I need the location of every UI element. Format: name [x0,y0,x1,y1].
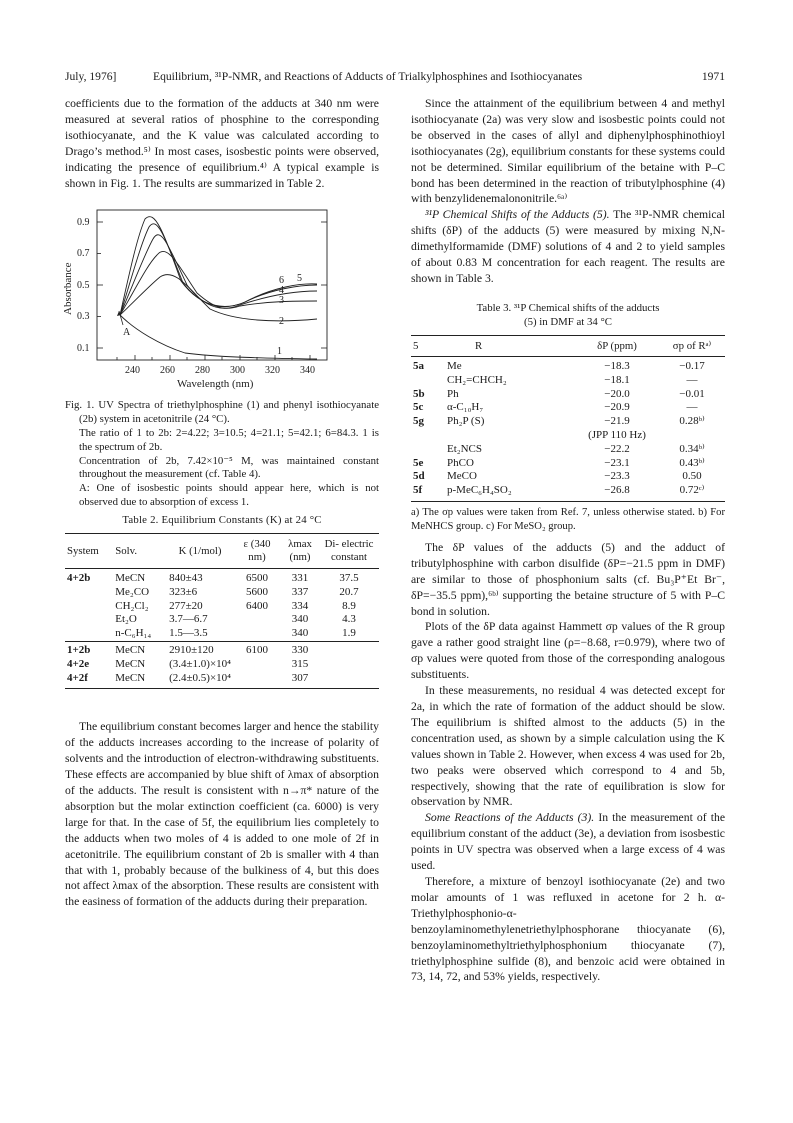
table-cell: 330 [281,642,319,658]
table-cell: 37.5 [339,572,359,585]
column-header: Di- electric constant [319,534,379,568]
table-cell: 4.3 [342,613,356,626]
table-cell: (3.4±1.0)×10⁴ [169,657,231,670]
table-3-notes: a) The σp values were taken from Ref. 7, unless otherwise stated. b) For MeNHCS group. c) For MeSO₂ group. [411,506,725,532]
table-cell: 5b [413,387,425,400]
table-cell: 5600 [246,585,268,598]
paragraph: Therefore, a mixture of benzoyl isothiocyanate (2e) and two molar amounts of 1 was refluxed in acetone for 2 h. α-Triethylphosphonio-α-benzoylaminomethylenetriethylphosphorane thiocyanate (6), benzoylaminomethyltriethylphosphonium thiocyanate (7), triethylphosphine sulfide (8), and benzoic acid were obtained in 73, 14, 72, and 53% yields, respectively. [411,874,725,984]
table-cell: 3.7—6.7 [169,613,208,626]
table-cell: 337 [291,585,309,598]
table-cell: α-C₁₀H₇ [447,401,484,414]
table-cell: 1.5—3.5 [169,627,208,640]
table-cell: MeCN [115,657,146,670]
table-cell: MeCN [113,642,167,658]
table-cell: Ph₂P (S) [447,415,485,428]
table-3-title-line2: (5) in DMF at 34 °C [524,315,612,328]
table-row [411,360,725,374]
table-cell [319,642,379,658]
table-cell: 0.50 [682,470,702,483]
table-cell: 6100 [233,642,281,658]
table-cell: 340 [291,627,309,640]
table-cell [65,586,113,600]
table-cell: — [686,401,698,414]
table-cell: 331 [291,572,309,585]
table-cell: −20.0 [604,387,630,400]
table-cell [445,429,575,443]
table-cell [659,429,725,443]
table-cell: — [686,373,698,386]
figure-caption: Fig. 1. UV Spectra of triethylphosphine (1) and phenyl isothiocyanate (2b) system in acetonitrile (24 °C). [65,399,379,426]
y-tick-label: 0.9 [77,217,90,229]
curve-label-1: 1 [277,346,282,358]
table-row [411,415,725,429]
table-cell: −18.1 [604,373,630,386]
table-cell [233,658,281,672]
table-cell: 5e [413,456,424,469]
table-3-title: Table 3. ³¹P Chemical shifts of the adducts [476,301,660,314]
uv-spectra-plot [62,205,379,391]
column-header: R [445,335,575,357]
curve-label-5: 5 [297,273,302,285]
table-cell [65,613,113,627]
spectrum-curve-2 [120,275,317,321]
table-cell: −20.9 [604,401,630,414]
table-cell: 840±43 [169,572,203,585]
spectrum-curve-4 [120,235,317,315]
table-row [411,443,725,457]
isosbestic-label-a: A [123,327,131,339]
curve-label-6: 6 [279,275,284,287]
x-tick-label: 320 [265,365,280,377]
table-3 [411,335,725,502]
section-heading: ³¹P Chemical Shifts of the Adducts (5). [425,208,610,222]
table-cell: −0.01 [679,387,705,400]
table-cell [411,374,445,388]
table-cell: Et₂NCS [447,442,483,455]
column-header: σp of Rᵃ⁾ [659,335,725,357]
spectrum-curve-3 [120,252,317,316]
table-cell: 0.28ᵇ⁾ [679,415,705,428]
table-row [411,401,725,415]
column-header: K (1/mol) [167,534,233,568]
paragraph: coefficients due to the formation of the adducts at 340 nm were measured at several ratios of phosphine to the corresponding isothiocyanate, and the K value was calculated according to Drago’s method.⁵⁾ In most cases, isosbestic points were observed, indicating the presence of equilibrium.⁴⁾ A typical example is shown in Fig. 1. The results are summarized in Table 2. [65,97,379,190]
column-header: Solv. [113,534,167,568]
table-cell: CH₂=CHCH₂ [447,373,507,386]
table-row [65,627,379,641]
paragraph: The equilibrium constant becomes larger and hence the stability of the adducts increases according to the increase of polarity of solvents and the introduction of electron-withdrawing substituents. These effects are accompanied by blue shift of λmax of absorption of the adducts. The result is consistent with n→π* nature of the absorption but the molar extinction coefficient (ca. 6000) is very large for that. In the case of 5f, the equilibrium lies completely to the adducts when two moles of 4 is added to one mole of 2f in acetonitrile. The equilibrium constant of 2b is smaller with 4 than that with 1, probably because of the bulkiness of 4, but this does not affect λmax of the absorption. These results are consistent with the easiness of formation of the adducts during their preparation. [65,720,379,909]
table-cell: 334 [291,599,309,612]
table-cell: −23.3 [604,470,630,483]
right-column [411,96,725,985]
table-2 [65,533,379,689]
table-cell: −26.8 [575,484,659,501]
paragraph: The δP values of the adducts (5) and the adduct of tributylphosphine with carbon disulfide (δP=−21.5 ppm in DMF) are similar to those of phosphonium salts (cf. Bu₃P⁺Et Br⁻, δP=−35.5 ppm),⁶ᵇ⁾ supporting the betaine structure of 5 with P–C bond in solution. [411,540,725,618]
paragraph: The ³¹P-NMR chemical shifts (δP) of the adducts (5) were measured by mixing N,N-dimethylformamide (DMF) solutions of 4 and 2 to yield samples of about 0.83 M concentration for each reagent. The results are shown in Table 3. [411,208,725,285]
table-cell: 340 [291,613,309,626]
table-row [411,374,725,388]
table-cell: 0.34ᵇ⁾ [679,442,705,455]
table-cell: CH₂Cl₂ [115,599,149,612]
left-column [62,96,379,910]
table-cell: PhCO [447,456,474,469]
column-header: 5 [411,335,445,357]
table-cell [233,613,281,627]
table-cell: p-MeC₆H₄SO₂ [445,484,575,501]
table-cell: 277±20 [169,599,203,612]
table-row [411,388,725,402]
figure-1 [62,201,379,509]
y-axis-label: Absorbance [62,262,74,316]
table-cell: 1.9 [342,627,356,640]
column-header: ε (340 nm) [233,534,281,568]
table-cell: Et₂O [115,613,137,626]
table-row [65,613,379,627]
table-cell: −18.3 [604,359,630,372]
figure-caption: Concentration of 2b, 7.42×10⁻⁵ M, was maintained constant throughout the measurement (cf. Table 4). [79,454,379,481]
header-title: Equilibrium, ³¹P-NMR, and Reactions of Adducts of Trialkylphosphines and Isothiocyanates [153,70,583,83]
table-cell: −0.17 [679,359,705,372]
table-cell: 4+2e [67,657,90,670]
table-row [411,429,725,443]
table-cell [411,443,445,457]
y-tick-label: 0.5 [77,280,90,292]
table-cell: Me [447,359,462,372]
running-header [65,70,725,86]
table-cell: −22.2 [604,442,630,455]
curve-label-3: 3 [279,295,284,307]
x-tick-label: 260 [160,365,175,377]
y-tick-label: 0.3 [77,311,90,323]
table-cell: 5g [413,415,424,428]
table-cell: 5a [413,359,424,372]
table-cell [319,672,379,689]
table-row [411,470,725,484]
table-cell: 5c [413,401,424,414]
table-row [65,600,379,614]
table-cell [65,600,113,614]
table-row [411,484,725,501]
table-row [65,586,379,600]
table-cell [233,672,281,689]
table-cell: 2910±120 [167,642,233,658]
column-header: λmax (nm) [281,534,319,568]
table-cell: 1+2b [65,642,113,658]
paragraph: Plots of the δP data against Hammett σp values of the R group gave a rather good straight line (ρ=−8.68, r=0.979), where two of σp values were quoted from those of the corresponding analogous substituents. [411,620,725,682]
table-cell: Ph [447,387,459,400]
page-number: 1971 [701,70,725,83]
figure-caption: A: One of isosbestic points should appear here, which is not observed due to absorption of excess 1. [79,482,379,509]
table-cell: 8.9 [342,599,356,612]
table-cell: MeCO [447,470,477,483]
header-date: July, 1976] [65,70,117,83]
paragraph: In the measurement of the equilibrium constant of the adduct (3e), a deviation from isosbestic points in UV spectra was observed when a large excess of 4 was used. [411,811,726,873]
column-header: System [65,534,113,568]
curve-label-2: 2 [279,316,284,328]
x-axis-label: Wavelength (nm) [177,378,254,391]
curve-label-4: 4 [279,285,284,297]
table-cell: 0.43ᵇ⁾ [679,456,705,469]
table-cell: n-C₆H₁₄ [115,627,152,640]
table-cell: (2.4±0.5)×10⁴ [167,672,233,689]
table-2-title: Table 2. Equilibrium Constants (K) at 24 °C [122,514,322,527]
table-cell: 4+2f [65,672,113,689]
table-row [65,672,379,689]
table-row [65,658,379,672]
table-cell [65,627,113,641]
table-cell [411,429,445,443]
table-cell: −23.1 [604,456,630,469]
table-cell: 315 [291,657,309,670]
paragraph: Since the attainment of the equilibrium between 4 and methyl isothiocyanate (2a) was very slow and isosbestic points could not be observed in the cases of allyl and diphenylphosphinothioyl isothiocyanates (2g), equilibrium constants for these systems could not be determined. Similar equilibrium of the betaine with P–C bond has been determined in the reaction of tributylphosphine (4) with benzylidenemalononitrile.⁶ᵃ⁾ [411,97,725,206]
paragraph: In these measurements, no residual 4 was detected except for 2a, in which the rate of formation of the adduct should be slow. The equilibrium is shifted almost to the adducts (5) in the concentration used, as shown by a simple calculation using the K values shown in Table 2. However, when excess 4 was used for 2b, two peaks were observed which correspond to 4 and 5b, respectively, showing that the rate of equilibration is slow for observation by NMR. [411,684,725,809]
table-cell: MeCN [115,572,146,585]
column-header: δP (ppm) [575,335,659,357]
table-row [65,642,379,658]
x-tick-label: 240 [125,365,140,377]
table-cell [233,627,281,641]
spectrum-curve-6 [120,217,317,315]
table-cell: (JPP 110 Hz) [588,428,646,441]
table-cell: −21.9 [604,415,630,428]
y-tick-label: 0.7 [77,248,90,260]
table-cell [319,658,379,672]
x-tick-label: 340 [300,365,315,377]
table-cell: 323±6 [169,585,198,598]
x-tick-label: 300 [230,365,245,377]
spectrum-curve-1 [120,315,317,359]
table-row [411,457,725,471]
figure-caption: The ratio of 1 to 2b: 2=4.22; 3=10.5; 4=21.1; 5=42.1; 6=84.3. 1 is the spectrum of 2b. [79,427,379,453]
section-heading: Some Reactions of the Adducts (3). [425,811,595,825]
table-cell: MeCN [113,672,167,689]
table-row [65,572,379,586]
table-cell: Me₂CO [115,585,150,598]
table-cell: 0.72ᶜ⁾ [659,484,725,501]
table-cell: 4+2b [67,572,91,585]
table-cell: 6400 [246,599,268,612]
table-cell: 307 [281,672,319,689]
y-tick-label: 0.1 [77,343,90,355]
table-cell: 5d [413,470,425,483]
x-tick-label: 280 [195,365,210,377]
table-cell: 6500 [246,572,268,585]
table-cell: 20.7 [339,585,359,598]
table-cell: 5f [411,484,445,501]
